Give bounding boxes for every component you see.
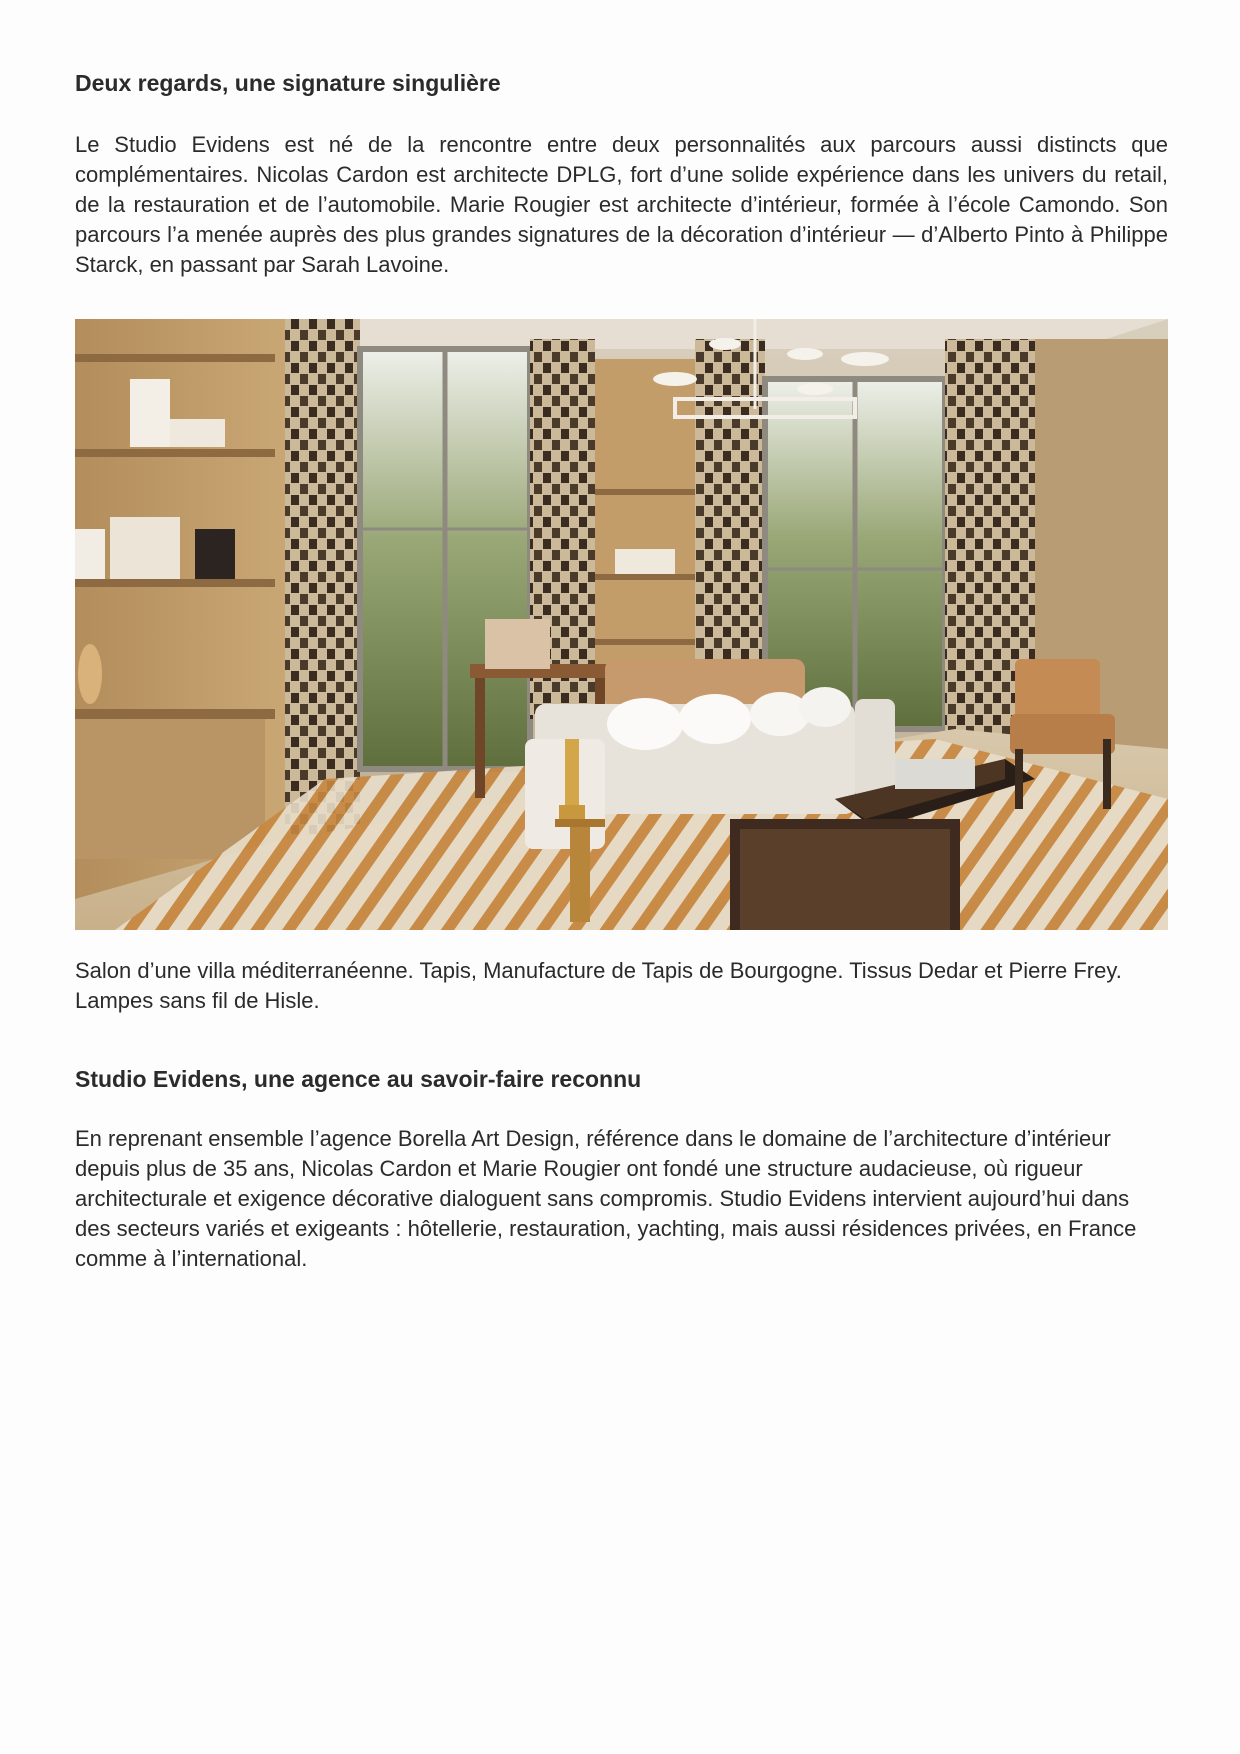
agency-paragraph: En reprenant ensemble l’agence Borella Art Design, référence dans le domaine de l’architecture d’intérieur depuis plus de 35 ans, Nicolas Cardon et Marie Rougier ont fondé une structure audacieuse, où rigueur architecturale et exigence décorative dialoguent sans compromis. Studio Evidens intervient aujourd’hui dans des secteurs variés et exigeants : hôtellerie, restauration, yachting, mais aussi résidences privées, en France comme à l’international. xyxy=(75,1126,1137,1271)
section-heading-deux-regards: Deux regards, une signature singulière xyxy=(75,70,501,96)
living-room-photo xyxy=(75,319,1168,930)
photo-caption: Salon d’une villa méditerranéenne. Tapis, Manufacture de Tapis de Bourgogne. Tissus Dedar et Pierre Frey. Lampes sans fil de Hisle. xyxy=(75,958,1122,1013)
intro-paragraph: Le Studio Evidens est né de la rencontre entre deux personnalités aux parcours aussi distincts que complémentaires. Nicolas Cardon est architecte DPLG, fort d’une solide expérience dans les univers du retail, de la restauration et de l’automobile. Marie Rougier est architecte d’intérieur, formée à l’école Camondo. Son parcours l’a menée auprès des plus grandes signatures de la décoration d’intérieur — d’Alberto Pinto à Philippe Starck, en passant par Sarah Lavoine. xyxy=(75,132,1168,277)
section-heading-savoir-faire: Studio Evidens, une agence au savoir-faire reconnu xyxy=(75,1066,642,1092)
